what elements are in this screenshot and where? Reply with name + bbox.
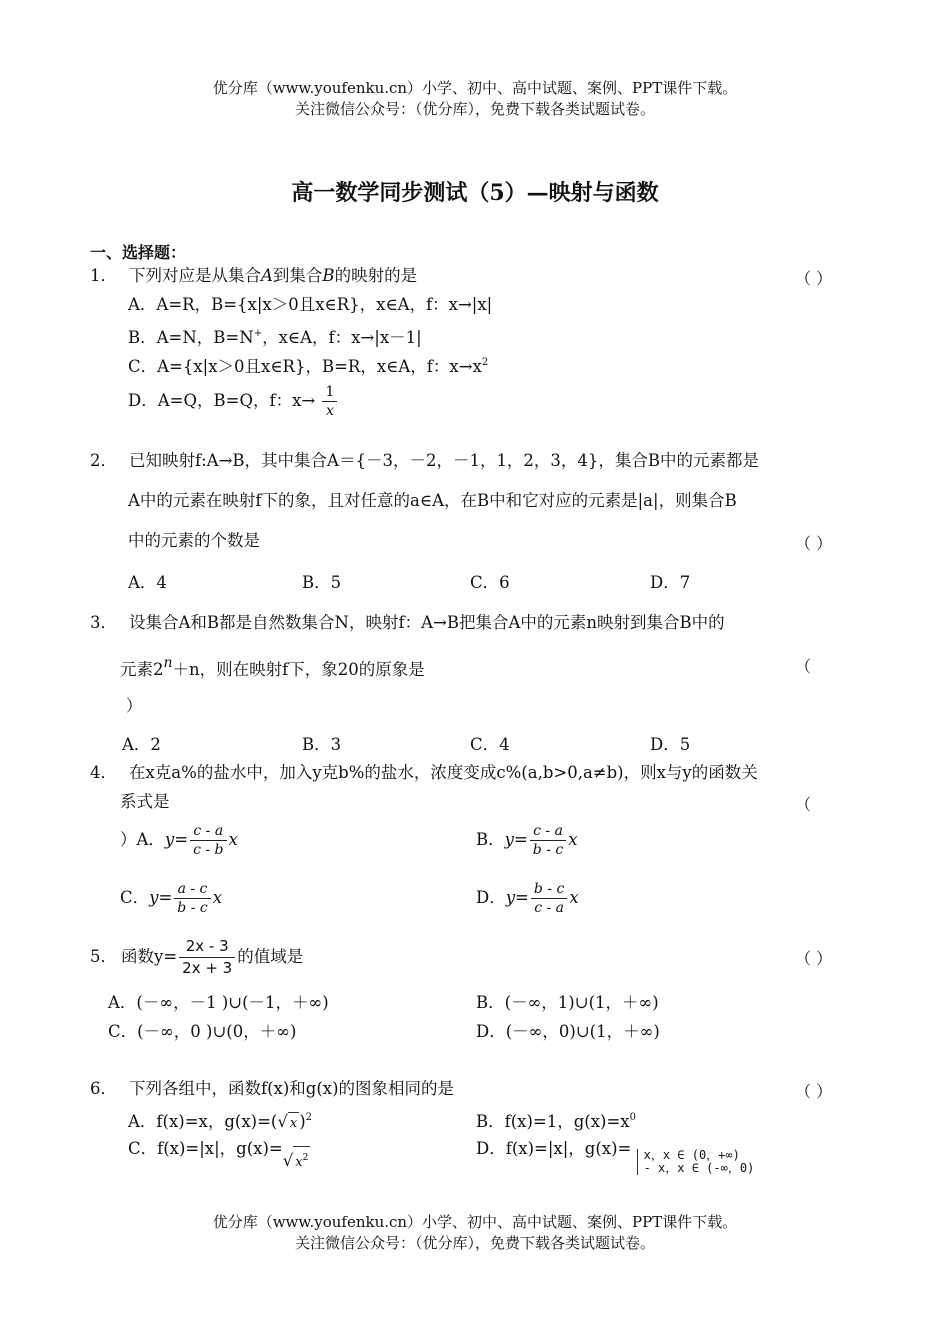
- sqrt-x: √ x: [277, 1111, 299, 1135]
- question-5-option-a: A．(－∞，－1 )∪(－1，＋∞): [108, 993, 329, 1012]
- page-title: 高一数学同步测试（5）—映射与函数: [291, 180, 659, 206]
- question-5-option-c: C．(－∞，0 )∪(0，＋∞): [108, 1022, 297, 1041]
- question-2-option-c: C．6: [470, 573, 510, 592]
- question-2-line-2: A中的元素在映射f下的象，且对任意的a∈A，在B中和它对应的元素是|a|，则集合B: [128, 491, 737, 510]
- question-1-stem: 1． 下列对应是从集合A到集合B的映射的是: [90, 266, 418, 285]
- question-6-option-c: C．f(x)=|x|，g(x)=√ $x^2$: [128, 1138, 310, 1174]
- question-3-paren-close: ）: [126, 696, 143, 715]
- question-2-option-a: A．4: [128, 573, 167, 592]
- question-4-option-b: B．y= $\frac{c - a}{b - c}$ x: [476, 823, 578, 858]
- question-5-option-d: D．(－∞，0)∪(1，＋∞): [476, 1022, 660, 1041]
- question-3-option-d: D．5: [650, 735, 691, 754]
- question-2-option-d: D．7: [650, 573, 691, 592]
- question-5-answer-blank: （ ）: [795, 949, 833, 968]
- question-3-option-b: B．3: [302, 735, 342, 754]
- question-1-option-d: D．A=Q，B=Q，f：x→ $\frac{1}{x}$: [128, 383, 339, 420]
- question-1-option-b: B．A=N，B=N+，x∈A，f：x→|x－1|: [128, 328, 422, 347]
- question-5-stem: 5． 函数y= $\frac{2x - 3}{2x + 3}$ 的值域是: [90, 937, 304, 977]
- footer-line-1: 优分库（www.youfenku.cn）小学、初中、高中试题、案例、PPT课件下载。: [212, 1213, 738, 1231]
- question-2-line-3: 中的元素的个数是: [128, 531, 260, 550]
- fraction-1-over-x: $\frac{1}{x}$: [322, 383, 337, 420]
- question-2-line-1: 2． 已知映射f:A→B，其中集合A＝{－3，－2，－1，1，2，3，4}，集合B中的元素都是: [90, 451, 760, 470]
- question-5-option-b: B．(－∞，1)∪(1，＋∞): [476, 993, 659, 1012]
- question-3-line-2: 元素$2^n+n$，则在映射f下，象20的原象是: [120, 655, 425, 679]
- question-2-answer-blank: （ ）: [795, 534, 833, 553]
- question-4-paren-open: （: [795, 795, 812, 814]
- header-line-1: 优分库（www.youfenku.cn）小学、初中、高中试题、案例、PPT课件下载。: [212, 79, 738, 97]
- header-line-2: 关注微信公众号：（优分库），免费下载各类试题试卷。: [294, 100, 655, 118]
- question-2-option-b: B．5: [302, 573, 342, 592]
- question-3-option-c: C．4: [470, 735, 510, 754]
- question-1-answer-blank: （ ）: [795, 269, 833, 288]
- question-4-line-2: 系式是: [120, 792, 170, 811]
- section-heading: 一、选择题：: [90, 243, 187, 262]
- question-4-line-1: 4． 在x克a%的盐水中，加入y克b%的盐水，浓度变成c%(a,b>0,a≠b)，则x与y的函数关: [90, 763, 758, 782]
- question-3-paren-open: （: [795, 657, 812, 676]
- question-1-option-a: A．A=R，B={x|x＞0且x∈R}，x∈A，f：x→|x|: [128, 295, 493, 314]
- question-4-option-a: ）A．y= $\frac{c - a}{c - b}$ x: [120, 823, 238, 858]
- footer-line-2: 关注微信公众号：（优分库），免费下载各类试题试卷。: [294, 1234, 655, 1252]
- question-1-option-c: C．A={x|x＞0且x∈R}，B=R，x∈A，f：$x\to x^2$: [128, 357, 489, 376]
- question-6-stem: 6． 下列各组中，函数f(x)和g(x)的图象相同的是: [90, 1079, 455, 1098]
- question-4-option-d: D．y= $\frac{b - c}{c - a}$ x: [476, 881, 579, 916]
- question-6-option-b: B．f(x)=1，$g(x)=x^0$: [476, 1112, 636, 1131]
- question-3-line-1: 3． 设集合A和B都是自然数集合N，映射f：A→B把集合A中的元素n映射到集合B中的: [90, 613, 725, 632]
- question-6-option-d: D．f(x)=|x|，g(x)= x，x ∈ (0，+∞) - x，x ∈ (-∞，0): [476, 1139, 755, 1175]
- piecewise-brace: x，x ∈ (0，+∞) - x，x ∈ (-∞，0): [637, 1149, 755, 1175]
- question-6-answer-blank: （ ）: [795, 1082, 833, 1101]
- question-3-option-a: A．2: [122, 735, 161, 754]
- question-6-option-a: A．f(x)=x，g(x)=(√ x )$^2$: [128, 1107, 312, 1135]
- question-4-option-c: C．y= $\frac{a - c}{b - c}$ x: [120, 881, 223, 916]
- sqrt-x-squared: √ $x^2$: [283, 1146, 311, 1174]
